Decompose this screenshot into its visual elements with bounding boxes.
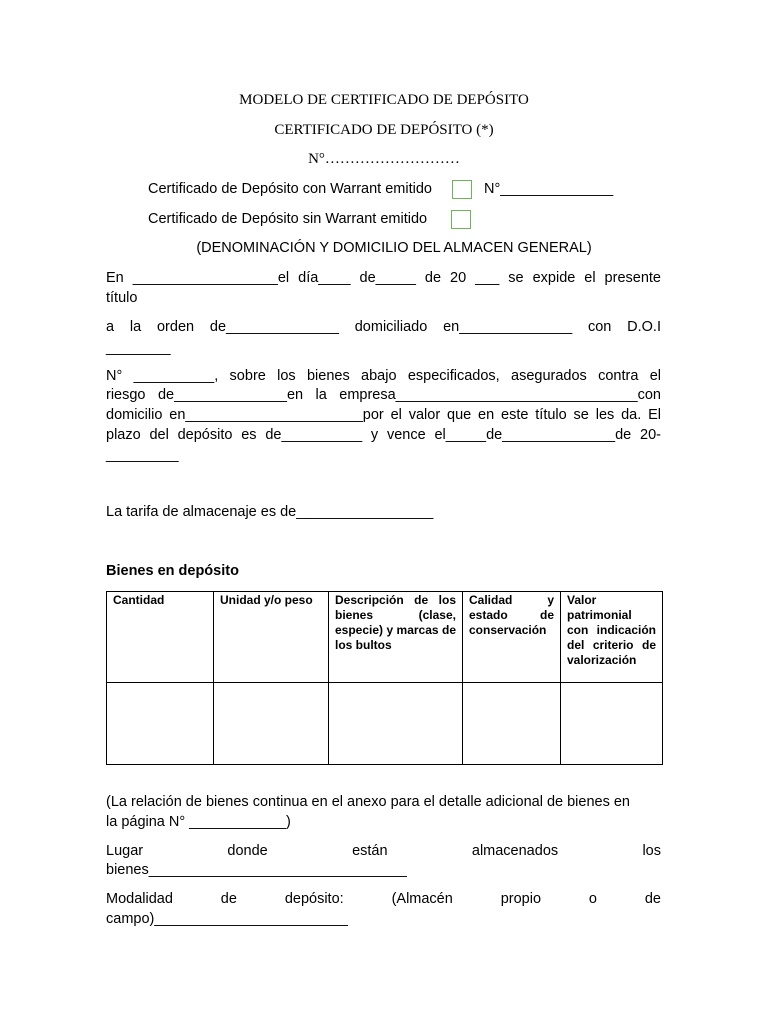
storage-tariff: La tarifa de almacenaje es de_________________ bbox=[106, 504, 434, 520]
column-header-quantity: Cantidad bbox=[107, 592, 214, 683]
deposit-mode-line-1: Modalidad de depósito: (Almacén propio o de bbox=[106, 891, 661, 907]
column-header-unit-weight: Unidad y/o peso bbox=[214, 592, 329, 683]
issue-paragraph-line-1: En __________________el día____ de_____ de 20 ___ se expide el presente bbox=[106, 270, 661, 286]
order-paragraph-line-2: ________ bbox=[106, 340, 171, 356]
storage-place-line-1: Lugar donde están almacenados los bbox=[106, 843, 661, 859]
goods-paragraph-line-4: plazo del depósito es de__________ y vence el_____de______________de 20- bbox=[106, 427, 661, 443]
certificate-number-line: N°……………………… bbox=[308, 151, 460, 167]
order-paragraph-line-1: a la orden de______________ domiciliado en______________ con D.O.I bbox=[106, 319, 661, 335]
goods-paragraph-line-5: _________ bbox=[106, 447, 179, 463]
with-warrant-label: Certificado de Depósito con Warrant emitido bbox=[148, 181, 432, 197]
goods-paragraph-line-2: riesgo de______________en la empresa______________________________con bbox=[106, 387, 661, 403]
issue-paragraph-line-2: título bbox=[106, 290, 138, 306]
with-warrant-number: N°______________ bbox=[484, 181, 614, 197]
certificate-subtitle: CERTIFICADO DE DEPÓSITO (*) bbox=[274, 122, 494, 138]
goods-table-header-row bbox=[107, 592, 663, 683]
column-header-quality: Calidad y estado de conservación bbox=[463, 592, 561, 683]
goods-heading: Bienes en depósito bbox=[106, 563, 239, 579]
goods-paragraph-line-1: N° __________, sobre los bienes abajo especificados, asegurados contra el bbox=[106, 368, 661, 384]
annex-note-line-1: (La relación de bienes continua en el anexo para el detalle adicional de bienes en bbox=[106, 794, 630, 810]
cell-quality[interactable] bbox=[463, 683, 561, 765]
table-row bbox=[107, 683, 663, 765]
without-warrant-checkbox[interactable] bbox=[451, 210, 471, 229]
cell-value[interactable] bbox=[561, 683, 663, 765]
without-warrant-label: Certificado de Depósito sin Warrant emitido bbox=[148, 211, 428, 227]
annex-note-line-2: la página N° ____________) bbox=[106, 814, 291, 830]
cell-description[interactable] bbox=[329, 683, 463, 765]
document-title: MODELO DE CERTIFICADO DE DEPÓSITO bbox=[239, 92, 529, 108]
deposit-mode-line-2: campo)________________________ bbox=[106, 911, 348, 927]
column-header-description: Descripción de los bienes (clase, especie) y marcas de los bultos bbox=[329, 592, 463, 683]
goods-table bbox=[106, 591, 663, 765]
column-header-value: Valor patrimonial con indicación del criterio de valorización bbox=[561, 592, 663, 683]
warehouse-denomination: (DENOMINACIÓN Y DOMICILIO DEL ALMACEN GENERAL) bbox=[196, 240, 592, 256]
cell-quantity[interactable] bbox=[107, 683, 214, 765]
with-warrant-checkbox[interactable] bbox=[452, 180, 472, 199]
cell-unit-weight[interactable] bbox=[214, 683, 329, 765]
goods-paragraph-line-3: domicilio en______________________por el valor que en este título se les da. El bbox=[106, 407, 661, 423]
storage-place-line-2: bienes________________________________ bbox=[106, 862, 407, 878]
